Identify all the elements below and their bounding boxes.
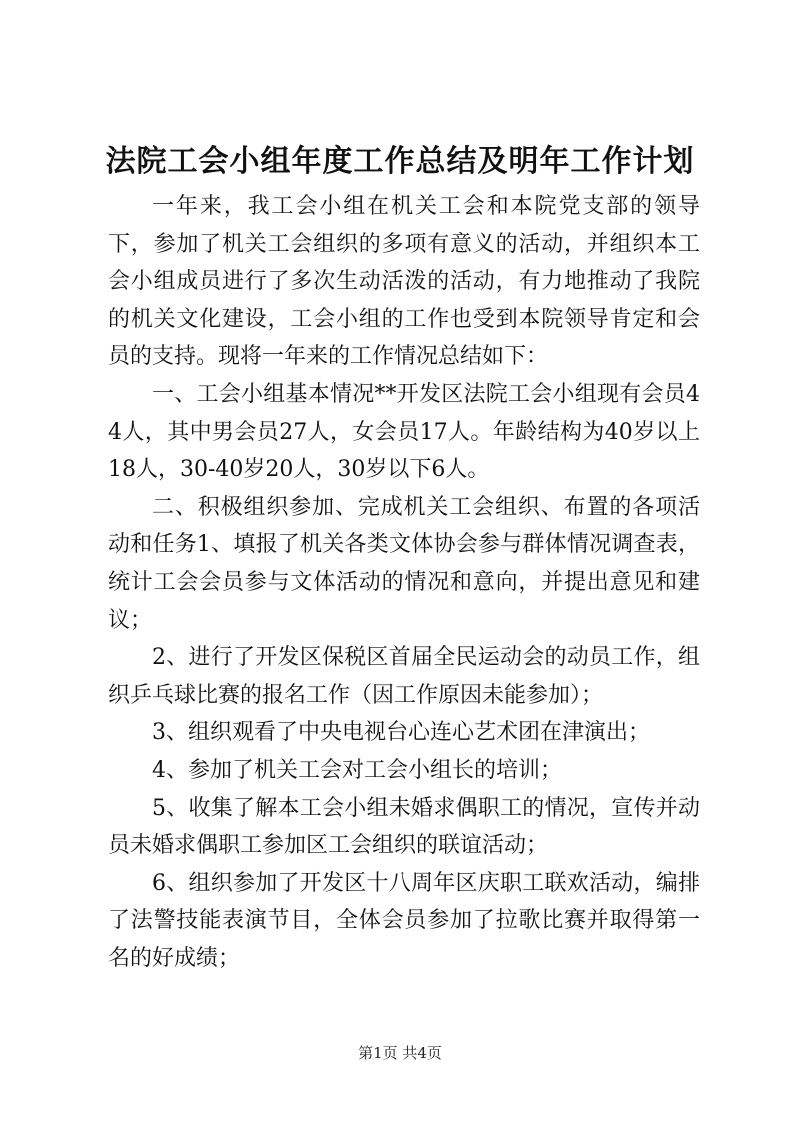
- paragraph-intro: 一年来，我工会小组在机关工会和本院党支部的领导下，参加了机关工会组织的多项有意义的活动，并组织本工会小组成员进行了多次生动活泼的活动，有力地推动了我院的机关文化建设，工会小组的工作也受到本院领导肯定和会员的支持。现将一年来的工作情况总结如下：: [108, 194, 700, 370]
- page-number: 第1页 共4页: [358, 1044, 442, 1062]
- paragraph-item-4: 4、参加了机关工会对工会小组长的培训；: [152, 757, 562, 783]
- paragraph-item-3: 3、组织观看了中央电视台心连心艺术团在津演出；: [152, 720, 650, 746]
- document-title: 法院工会小组年度工作总结及明年工作计划: [105, 144, 695, 179]
- document-body: [108, 188, 700, 977]
- paragraph-item-5: 5、收集了解本工会小组未婚求偶职工的情况，宣传并动员未婚求偶职工参加区工会组织的联谊活动；: [108, 795, 700, 859]
- paragraph-section-2: 二、积极组织参加、完成机关工会组织、布置的各项活动和任务1、填报了机关各类文体协会参与群体情况调查表，统计工会会员参与文体活动的情况和意向，并提出意见和建议；: [108, 494, 700, 633]
- paragraph-item-2: 2、进行了开发区保税区首届全民运动会的动员工作，组织乒乓球比赛的报名工作（因工作原因未能参加）；: [108, 645, 700, 708]
- paragraph-item-6: 6、组织参加了开发区十八周年区庆职工联欢活动，编排了法警技能表演节目，全体会员参加了拉歌比赛并取得第一名的好成绩；: [108, 870, 700, 971]
- paragraph-section-1: 一、工会小组基本情况**开发区法院工会小组现有会员44人，其中男会员27人，女会员17人。年龄结构为40岁以上18人，30-40岁20人，30岁以下6人。: [108, 381, 700, 483]
